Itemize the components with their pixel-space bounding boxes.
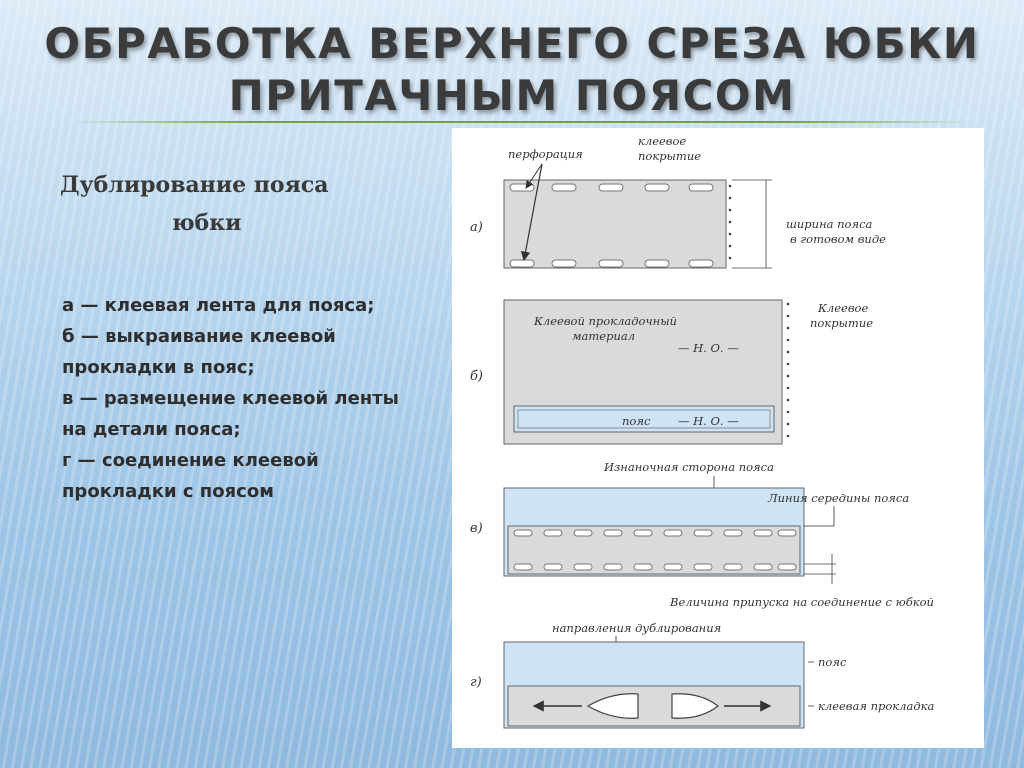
grain-mark-label: — Н. О. — [678,341,739,355]
adhesive-coating-label-1: клеевое [638,134,687,148]
panel-v-marker: в) [470,521,483,536]
interlining-label-g: клеевая прокладка [818,699,935,713]
wrong-side-label: Изнаночная сторона пояса [604,460,774,474]
panel-b-marker: б) [470,369,484,384]
allowance-label: Величина припуска на соединение с юбкой [670,595,934,609]
coating-dots-b [787,303,790,438]
panel-v [470,460,934,609]
midline-label: Линия середины пояса [768,491,910,505]
belt-grain-mark-label: — Н. О. — [678,414,739,428]
interlining-material-label-1: Клеевой прокладочный [534,314,677,328]
interlining-material-label-2: материал [572,329,636,343]
step-a: а — клеевая лента для пояса; [62,295,375,316]
diagram-svg [452,128,984,748]
panel-g-marker: г) [470,675,482,690]
title-line-2: ПРИТАЧНЫМ ПОЯСОМ [228,71,796,120]
panel-g [470,621,935,728]
slide-title [0,18,1024,122]
perforation-label: перфорация [508,147,583,161]
belt-width-label-1: ширина пояса [786,217,873,231]
panel-a [470,134,886,268]
belt-label-g: пояс [818,655,847,669]
direction-label: направления дублирования [552,621,722,635]
title-line-1: ОБРАБОТКА ВЕРХНЕГО СРЕЗА ЮБКИ [44,19,980,68]
step-b: б — выкраивание клеевой прокладки в пояс; [62,326,336,378]
step-v: в — размещение клеевой ленты на детали пояса; [62,388,399,440]
coating-label-b-1: Клеевое [818,301,869,315]
coating-dots-a [729,185,732,260]
subtitle-line-1: Дублирование пояса [60,172,329,198]
steps-list [62,290,412,507]
subtitle-line-2: юбки [172,210,242,236]
panel-a-marker: а) [470,220,483,235]
adhesive-coating-label-2: покрытие [638,149,702,163]
diagram-figure [452,128,984,748]
belt-width-label-2: в готовом виде [790,232,886,246]
title-divider [70,121,970,123]
panel-b [470,300,873,444]
adhesive-tape-strip [504,180,726,268]
step-g: г — соединение клеевой прокладки с поясом [62,450,319,502]
section-subtitle [60,166,390,242]
belt-label-b: пояс [622,414,651,428]
coating-label-b-2: покрытие [810,316,874,330]
